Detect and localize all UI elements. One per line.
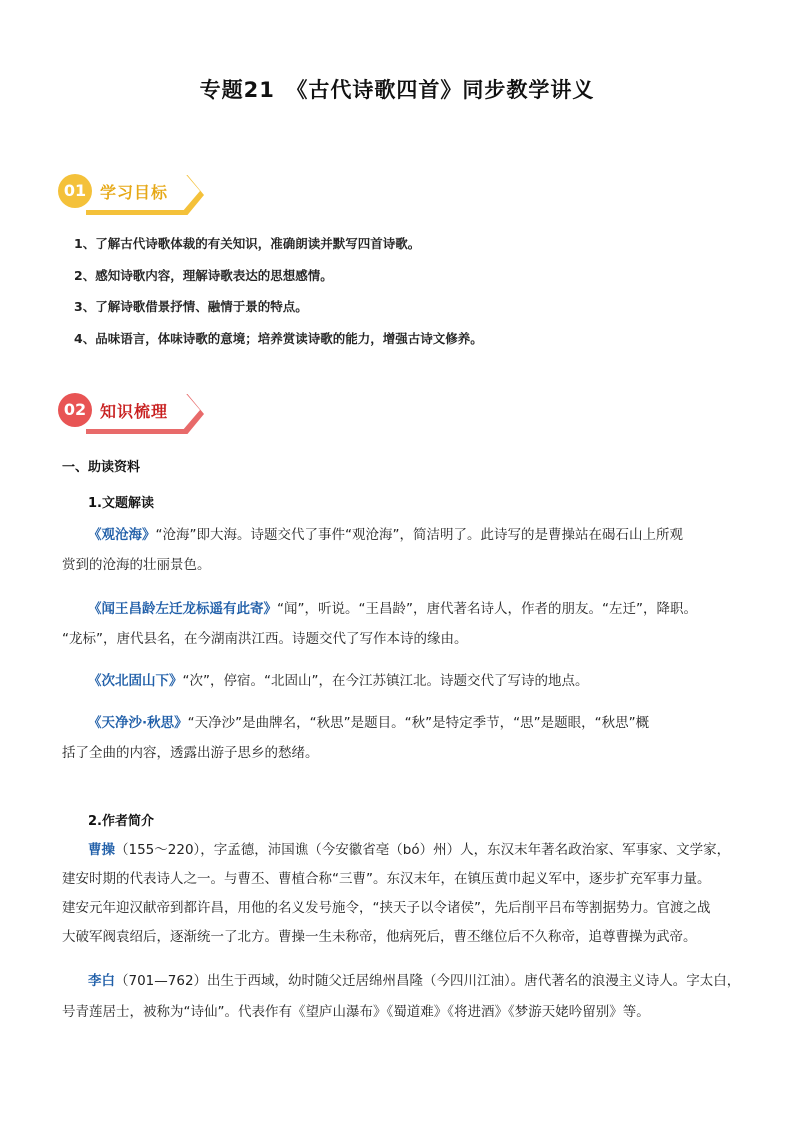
subheading-title-interpretation: 1.文题解读 bbox=[88, 496, 154, 511]
entry-text: “闻”，听说。“王昌龄”，唐代著名诗人，作者的朋友。“左迁”，降职。 bbox=[277, 601, 697, 617]
poem-title: 《天净沙·秋思》 bbox=[88, 715, 188, 731]
poem-title: 《观沧海》 bbox=[88, 527, 156, 543]
author-text: 大破军阀袁绍后，逐渐统一了北方。曹操一生未称帝，他病死后，曹丕继位后不久称帝，追尊曹操为武帝。 bbox=[62, 929, 697, 945]
author-text: （155～220），字孟德，沛国谯（今安徽省亳（bó）州）人，东汉末年著名政治家、军事家、文学家， bbox=[115, 842, 731, 858]
goal-item: 3、了解诗歌借景抒情、融情于景的特点。 bbox=[74, 299, 308, 314]
author-entry bbox=[62, 836, 742, 952]
entry-text: “沧海”即大海。诗题交代了事件“观沧海”，简洁明了。此诗写的是曹操站在碣石山上所观 bbox=[155, 527, 683, 543]
author-text: （701—762）出生于西域，幼时随父迁居绵州昌隆（今四川江油）。唐代著名的浪漫主义诗人。字太白， bbox=[115, 973, 741, 989]
entry-text: 括了全曲的内容，透露出游子思乡的愁绪。 bbox=[62, 745, 319, 761]
entry-text: “天净沙”是曲牌名，“秋思”是题目。“秋”是特定季节，“思”是题眼，“秋思”概 bbox=[187, 715, 650, 731]
section-number: 02 bbox=[58, 393, 92, 427]
heading-reading-materials: 一、助读资料 bbox=[62, 460, 141, 475]
subheading-author-intro: 2.作者简介 bbox=[88, 814, 154, 829]
goal-item: 1、了解古代诗歌体裁的有关知识，准确朗读并默写四首诗歌。 bbox=[74, 236, 421, 251]
title-entry bbox=[62, 520, 742, 580]
section-number: 01 bbox=[58, 174, 92, 208]
section-label: 学习目标 bbox=[100, 183, 169, 202]
author-text: 号青莲居士，被称为“诗仙”。代表作有《望庐山瀑布》《蜀道难》《将进酒》《梦游天姥吟留别》等。 bbox=[62, 1004, 650, 1020]
entry-text: “次”，停宿。“北固山”，在今江苏镇江北。诗题交代了写诗的地点。 bbox=[182, 673, 589, 689]
author-entry bbox=[62, 966, 742, 1028]
title-entry bbox=[62, 708, 742, 768]
poem-title: 《次北固山下》 bbox=[88, 673, 183, 689]
author-text: 建安元年迎汉献帝到都许昌，用他的名义发号施令，“挟天子以令诸侯”，先后削平吕布等割据势力。官渡之战 bbox=[62, 900, 711, 916]
goals-list bbox=[74, 228, 483, 354]
section-tag-goals bbox=[58, 170, 208, 214]
author-name: 曹操 bbox=[88, 842, 115, 858]
poem-title: 《闻王昌龄左迁龙标遥有此寄》 bbox=[88, 601, 277, 617]
author-name: 李白 bbox=[88, 973, 115, 989]
goal-item: 2、感知诗歌内容，理解诗歌表达的思想感情。 bbox=[74, 267, 333, 283]
title-entry bbox=[62, 666, 742, 696]
section-tag-knowledge bbox=[58, 389, 208, 433]
entry-text: 赏到的沧海的壮丽景色。 bbox=[62, 557, 211, 573]
goal-item: 4、品味语言，体味诗歌的意境；培养赏读诗歌的能力，增强古诗文修养。 bbox=[74, 330, 483, 346]
author-text: 建安时期的代表诗人之一。与曹丕、曹植合称“三曹”。东汉末年，在镇压黄巾起义军中，逐步扩充军事力量。 bbox=[62, 871, 711, 887]
title-entry bbox=[62, 594, 742, 654]
entry-text: “龙标”，唐代县名，在今湖南洪江西。诗题交代了写作本诗的缘由。 bbox=[62, 631, 468, 647]
section-label: 知识梳理 bbox=[100, 402, 169, 421]
page-title: 专题21 《古代诗歌四首》同步教学讲义 bbox=[199, 78, 595, 102]
